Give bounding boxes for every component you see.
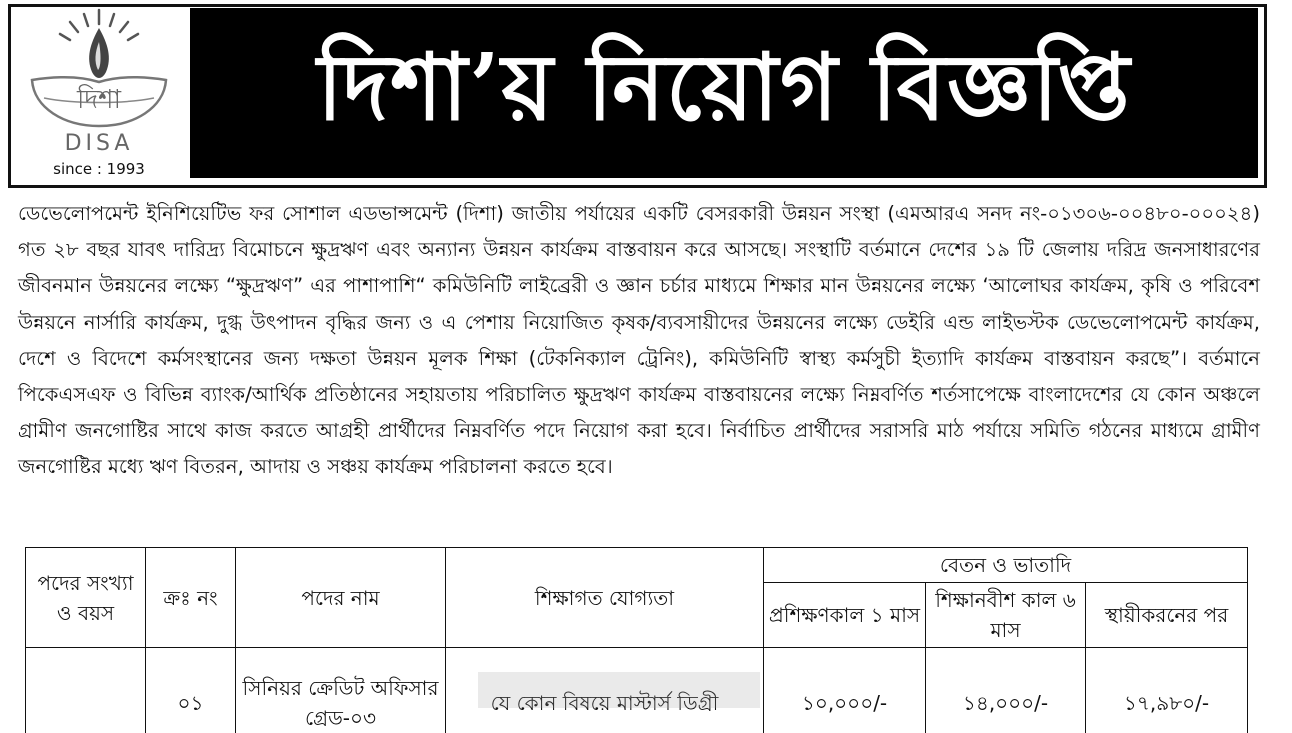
header-post-name: পদের নাম [236,548,446,648]
logo-bangla-text: দিশা [76,85,122,115]
header-probation: শিক্ষানবীশ কাল ৬ মাস [926,583,1086,648]
header-permanent: স্থায়ীকরনের পর [1086,583,1248,648]
cell-serial: ০১ [146,648,236,733]
cell-education: যে কোন বিষয়ে মাস্টার্স ডিগ্রী [446,648,764,733]
table-header-row [26,548,1248,583]
cell-post-name: সিনিয়র ক্রেডিট অফিসার গ্রেড-০৩ [236,648,446,733]
intro-paragraph [18,196,1260,486]
intro-text: ডেভেলোপমেন্ট ইনিশিয়েটিভ ফর সোশাল এডভান্সমেন্ট (দিশা) জাতীয় পর্যায়ের একটি বেসরকারী উন্নয়ন সংস্থা (এমআরএ সনদ নং-০১৩০৬-০০৪৮০-০০০২৪) গত ২৮ বছর যাবৎ দারিদ্র্য বিমোচনে ক্ষুদ্রঋণ এবং অন্যান্য উন্নয়ন কার্যক্রম বাস্তবায়ন করে আসছে। সংস্থাটি বর্তমানে দেশের ১৯ টি জেলায় দরিদ্র জনসাধারণের জীবনমান উন্নয়নের লক্ষ্যে “ক্ষুদ্রঋণ” এর পাশাপাশি“ কমিউনিটি লাইব্রেরী ও জ্ঞান চর্চার মাধ্যমে শিক্ষার মান উন্নয়নের লক্ষ্যে ‘আলোঘর কার্যক্রম, কৃষি ও পরিবেশ উন্নয়নে নার্সারি কার্যক্রম, দুগ্ধ উৎপাদন বৃদ্ধির জন্য ও এ পেশায় নিয়োজিত কৃষক/ব্যবসায়ীদের উন্নয়নের লক্ষ্যে ডেইরি এন্ড লাইভস্টক ডেভেলোপমেন্ট কার্যক্রম, দেশে ও বিদেশে কর্মসংস্থানের জন্য দক্ষতা উন্নয়ন মূলক শিক্ষা (টেকনিক্যাল ট্রেনিং), কমিউনিটি স্বাস্থ্য কর্মসুচী ইত্যাদি কার্যক্রম বাস্তবায়ন করছে”। বর্তমানে পিকেএসএফ ও বিভিন্ন ব্যাংক/আর্থিক প্রতিষ্ঠানের সহায়তায় পরিচালিত ক্ষুদ্রঋণ কার্যক্রম বাস্তবায়নের লক্ষ্যে নিম্নবর্ণিত শর্তসাপেক্ষে বাংলাদেশের যে কোন অঞ্চলে গ্রামীণ জনগোষ্টির সাথে কাজ করতে আগ্রহী প্রার্থীদের নিম্নবর্ণিত পদে নিয়োগ করা হবে। নির্বাচিত প্রার্থীদের সরাসরি মাঠ পর্যায়ে সমিতি গঠনের মাধ্যমে গ্রামীণ জনগোষ্টির মধ্যে ঋণ বিতরন, আদায় ও সঞ্চয় কার্যক্রম পরিচালনা করতে হবে। [18,202,1261,479]
logo-brand-text: DISA [64,131,134,156]
header-education: শিক্ষাগত যোগ্যতা [446,548,764,648]
cell-probation: ১৪,০০০/- [926,648,1086,733]
lamp-icon [14,8,184,158]
disa-logo [14,8,184,182]
cell-permanent: ১৭,৯৮০/- [1086,648,1248,733]
header-salary: বেতন ও ভাতাদি [764,548,1248,583]
title-band [190,8,1258,178]
header-serial: ক্রঃ নং [146,548,236,648]
logo-since: since : 1993 [53,160,145,178]
cell-count-age [26,648,146,733]
header-count-age: পদের সংখ্যা ও বয়স [26,548,146,648]
watermark-overlay [478,672,760,708]
cell-training: ১০,০০০/- [764,648,926,733]
page-title: দিশা’য় নিয়োগ বিজ্ঞপ্তি [316,33,1132,141]
header-training: প্রশিক্ষণকাল ১ মাস [764,583,926,648]
